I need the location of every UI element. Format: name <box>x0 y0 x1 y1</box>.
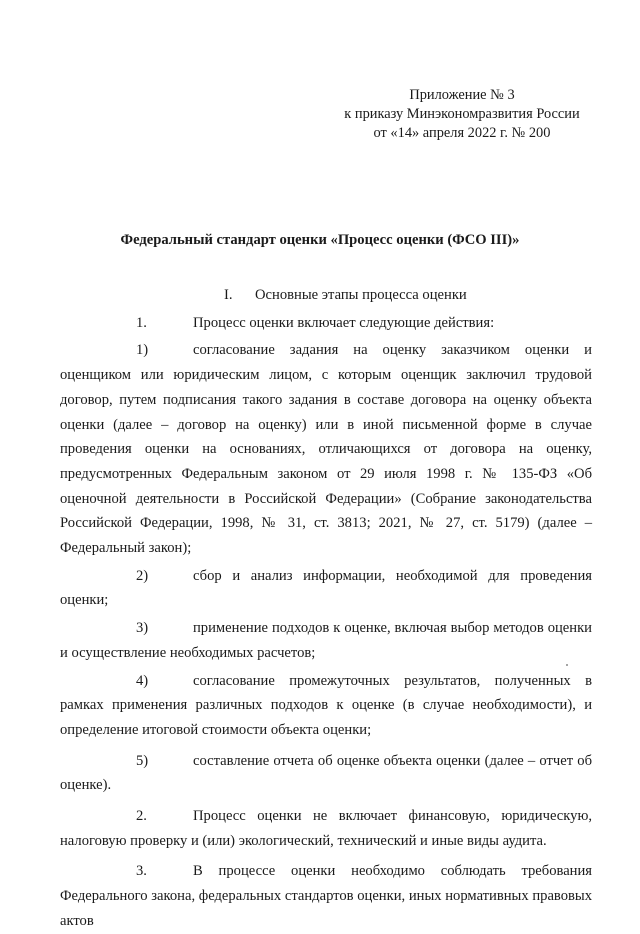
appendix-number: Приложение № 3 <box>409 87 515 103</box>
paragraph-item-1 <box>60 338 592 560</box>
paragraph-marker: 1. <box>136 314 147 331</box>
document-title: Федеральный стандарт оценки «Процесс оценки (ФСО III)» <box>120 232 520 248</box>
paragraph-marker: 3. <box>136 863 147 880</box>
paragraph-3 <box>60 859 592 933</box>
paragraph-item-2 <box>60 564 592 613</box>
appendix-order-ref: к приказу Минэкономразвития России <box>344 106 580 122</box>
paragraph-marker: 1) <box>136 342 149 359</box>
paragraph-2 <box>60 804 592 853</box>
paragraph-text: сбор и анализ информации, необходимой для проведения оценки; <box>60 567 592 609</box>
paragraph-1 <box>60 311 592 336</box>
paragraph-text: В процессе оценки необходимо соблюдать требования Федерального закона, федеральных стандартов оценки, иных нормативных правовых актов <box>60 863 592 929</box>
paragraph-marker: 4) <box>136 672 149 689</box>
paragraph-text: согласование задания на оценку заказчиком оценки и оценщиком или юридическим лицом, с которым оценщик заключил трудовой договор, путем подписания такого задания в составе договора на оценку объекта оценки (далее – договор на оценку) или в иной письменной форме в случае проведения оценки на основаниях, отличающихся от договора на оценку, предусмотренных Федеральным законом от 29 июля 1998 г. № 135-ФЗ «Об оценочной деятельности в Российской Федерации» (Собрание законодательства Российской Федерации, 1998, № 31, ст. 3813; 2021, № 27, ст. 5179) (далее – Федеральный закон); <box>60 342 592 557</box>
paragraph-text: Процесс оценки включает следующие действия: <box>193 314 495 331</box>
paragraph-marker: 2. <box>136 808 147 825</box>
paragraph-marker: 5) <box>136 752 149 769</box>
paragraph-marker: 2) <box>136 567 149 584</box>
section-number: I. <box>224 287 233 303</box>
appendix-header <box>332 86 592 143</box>
paragraph-text: Процесс оценки не включает финансовую, юридическую, налоговую проверку и (или) экологический, технический и иные виды аудита. <box>60 808 592 849</box>
section-heading <box>0 283 592 308</box>
section-title: Основные этапы процесса оценки <box>255 287 467 303</box>
paragraph-marker: 3) <box>136 620 149 637</box>
appendix-order-date: от «14» апреля 2022 г. № 200 <box>373 125 551 141</box>
paragraph-item-5 <box>60 749 592 798</box>
paragraph-item-3 <box>60 616 592 665</box>
paragraph-text: составление отчета об оценке объекта оценки (далее – отчет об оценке). <box>60 752 592 794</box>
scan-speck <box>566 664 568 666</box>
paragraph-text: применение подходов к оценке, включая выбор методов оценки и осуществление необходимых расчетов; <box>60 620 592 661</box>
document-body <box>60 283 592 934</box>
paragraph-item-4 <box>60 669 592 743</box>
paragraph-text: согласование промежуточных результатов, полученных в рамках применения различных подходов к оценке (в случае необходимости), и определение итоговой стоимости объекта оценки; <box>60 672 592 738</box>
